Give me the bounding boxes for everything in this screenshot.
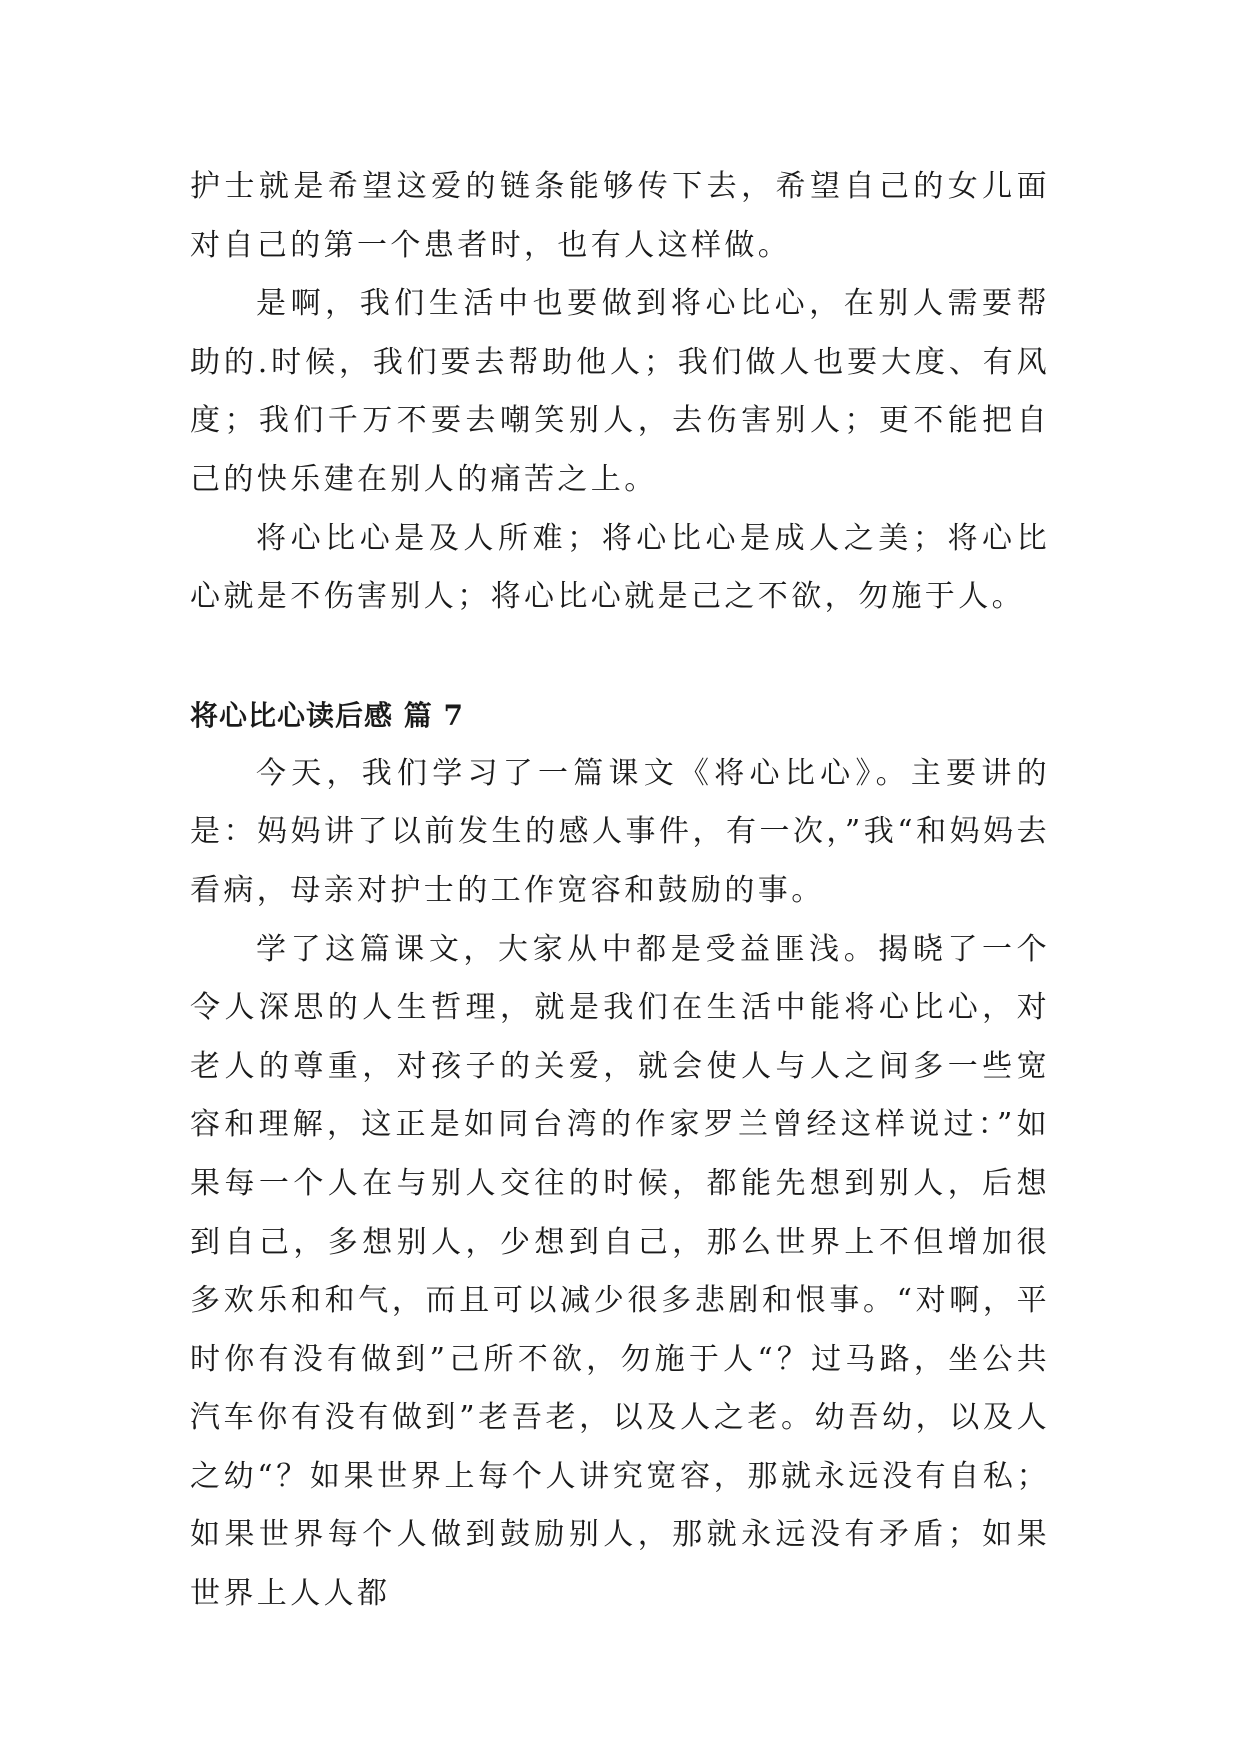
document-body bbox=[190, 158, 1050, 1624]
section-spacer bbox=[190, 627, 1050, 687]
section-heading: 将心比心读后感 篇 7 bbox=[190, 698, 464, 732]
paragraph: 将心比心是及人所难；将心比心是成人之美；将心比心就是不伤害别人；将心比心就是己之不欲，勿施于人。 bbox=[190, 520, 1050, 615]
paragraph: 是啊，我们生活中也要做到将心比心，在别人需要帮助的.时候，我们要去帮助他人；我们做人也要大度、有风度；我们千万不要去嘲笑别人，去伤害别人；更不能把自己的快乐建在别人的痛苦之上。 bbox=[190, 286, 1050, 497]
paragraph: 学了这篇课文，大家从中都是受益匪浅。揭晓了一个令人深思的人生哲理，就是我们在生活中能将心比心，对老人的尊重，对孩子的关爱，就会使人与人之间多一些宽容和理解，这正是如同台湾的作家罗兰曾经这样说过：”如果每一个人在与别人交往的时候，都能先想到别人，后想到自己，多想别人，少想到自己，那么世界上不但增加很多欢乐和和气，而且可以减少很多悲剧和恨事。“对啊，平时你有没有做到”己所不欲，勿施于人“？过马路，坐公共汽车你有没有做到”老吾老，以及人之老。幼吾幼，以及人之幼“？如果世界上每个人讲究宽容，那就永远没有自私；如果世界每个人做到鼓励别人，那就永远没有矛盾；如果世界上人人都 bbox=[190, 931, 1050, 1612]
paragraph-continued: 护士就是希望这爱的链条能够传下去，希望自己的女儿面对自己的第一个患者时，也有人这样做。 bbox=[190, 169, 1050, 263]
paragraph: 今天，我们学习了一篇课文《将心比心》。主要讲的是：妈妈讲了以前发生的感人事件，有一次，”我“和妈妈去看病，母亲对护士的工作宽容和鼓励的事。 bbox=[190, 755, 1050, 908]
